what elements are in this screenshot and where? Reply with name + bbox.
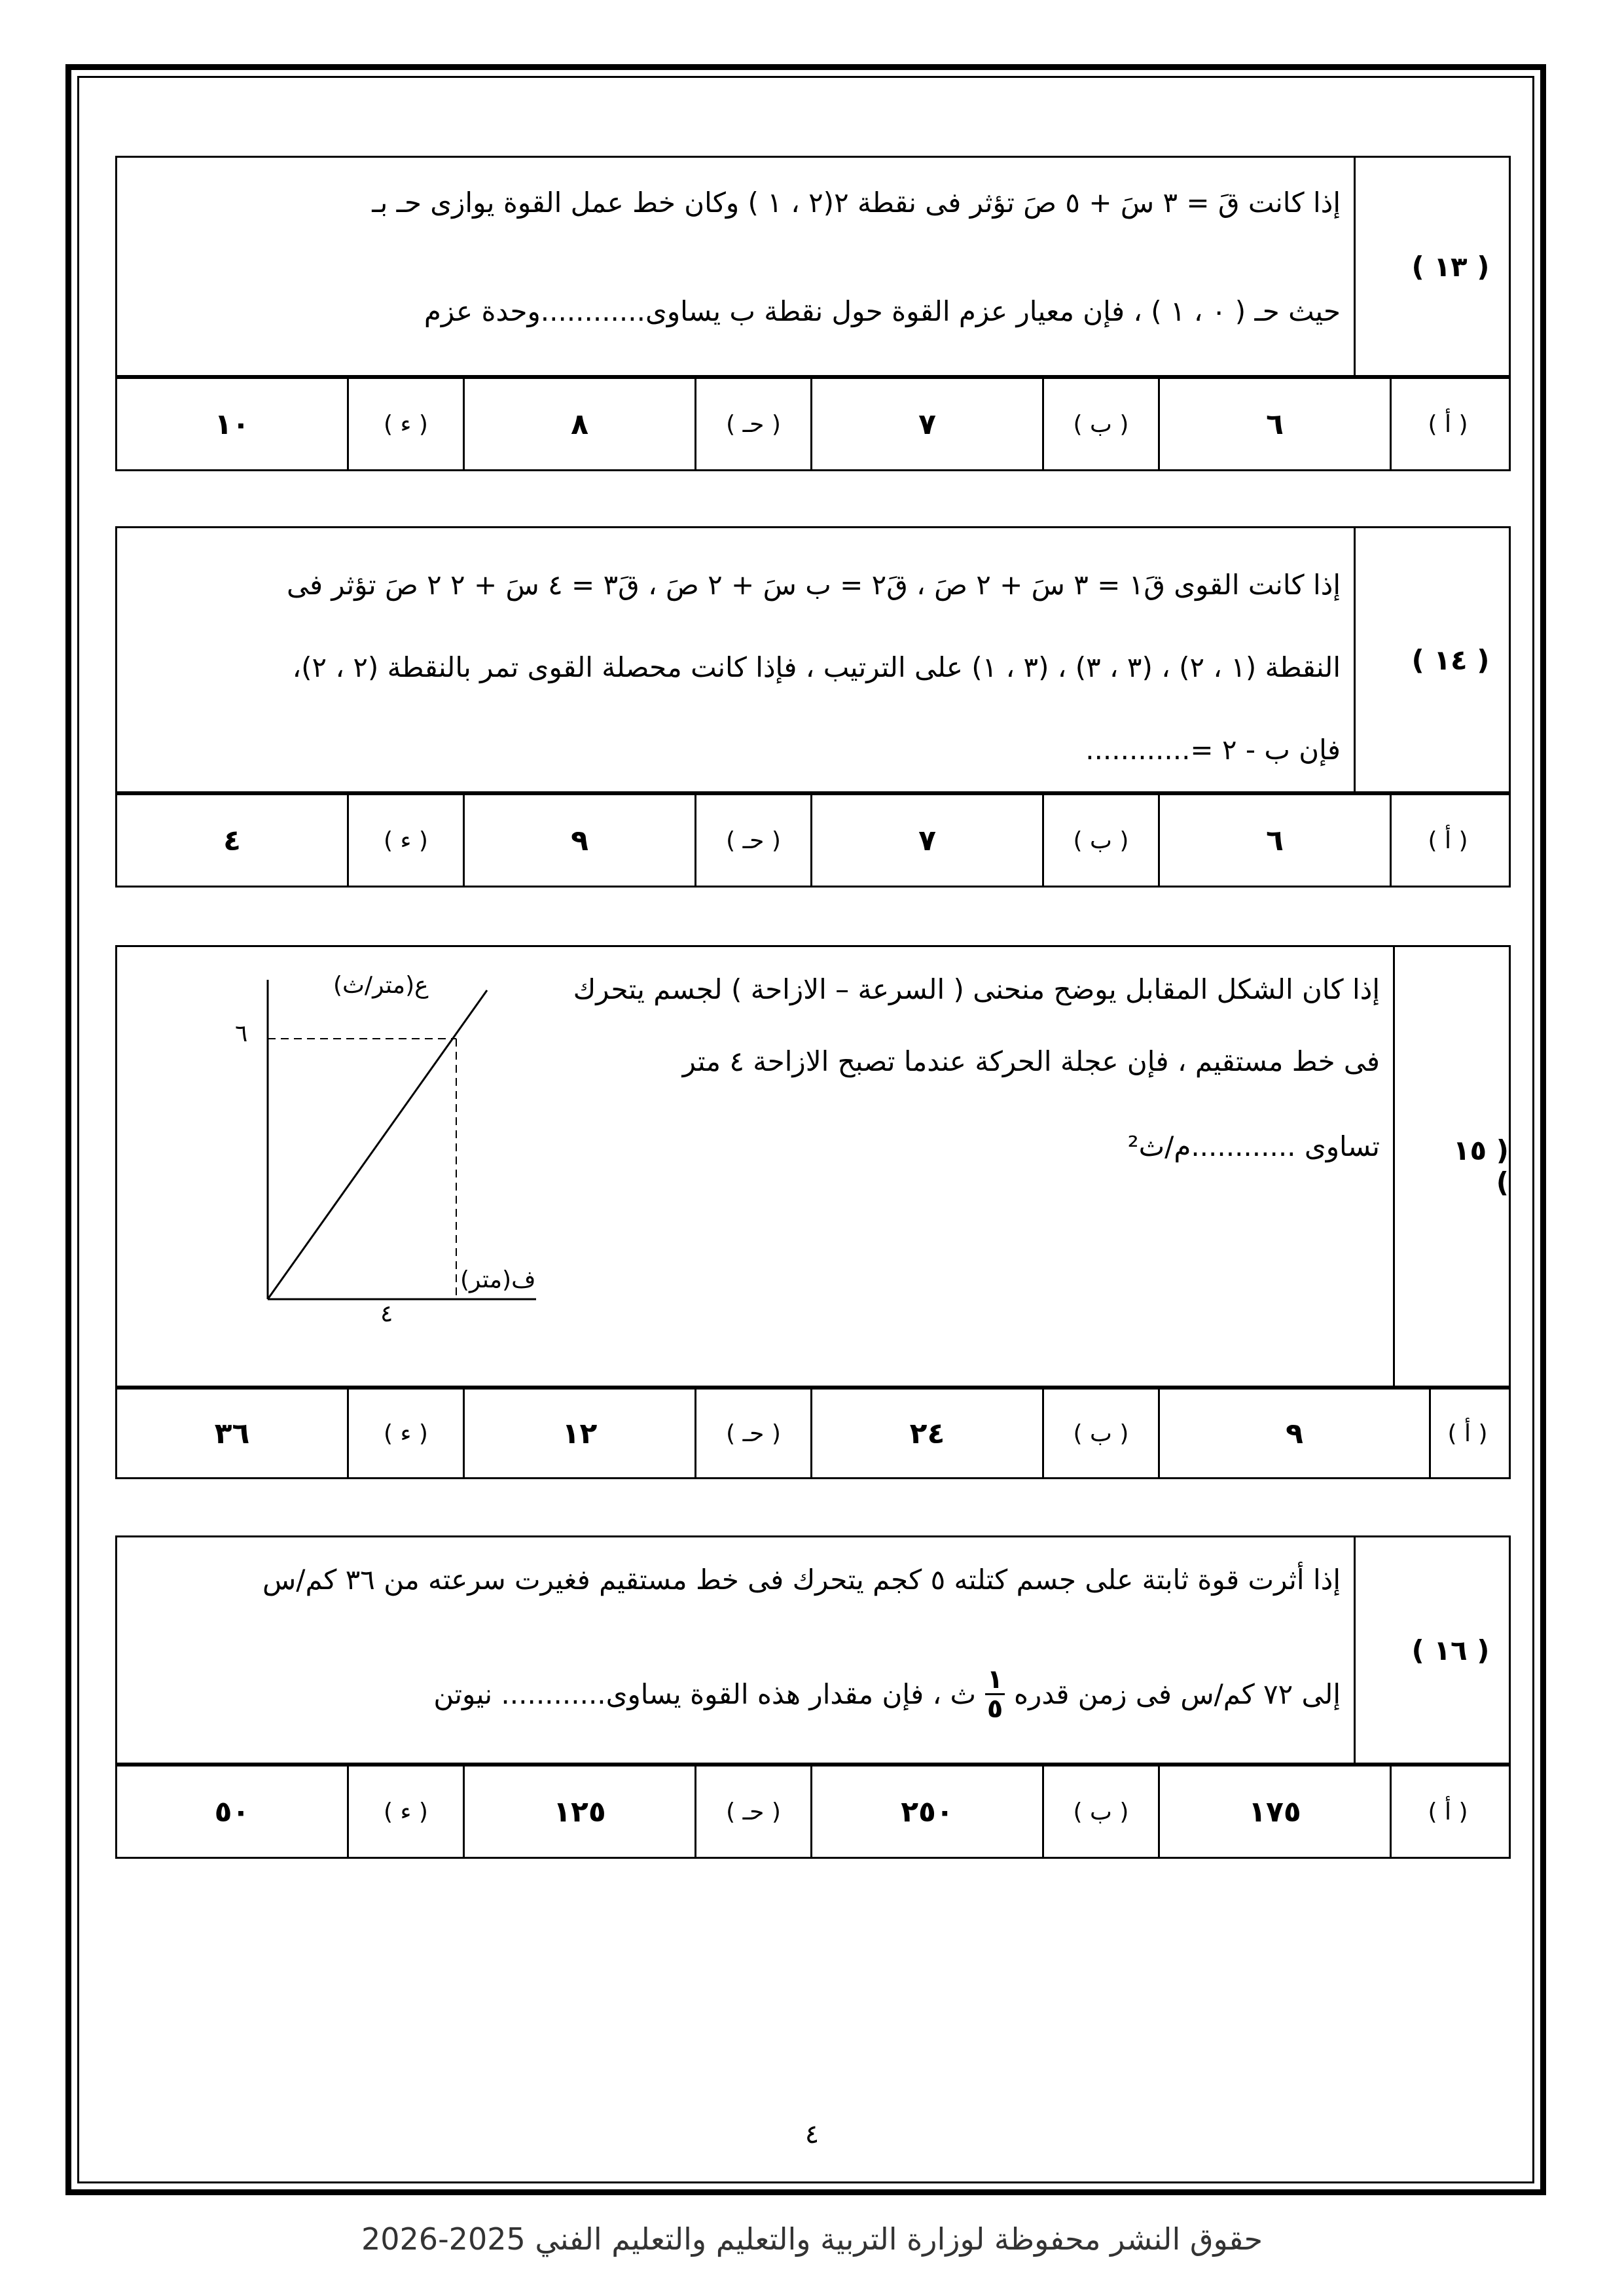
question-number: ( ١٦ ) xyxy=(1411,1634,1490,1666)
question-line: حيث حـ ( ٠ ، ١ ) ، فإن معيار عزم القوة حول نقطة ب يساوى............وحدة عزم xyxy=(424,295,1341,327)
answer-row-14 xyxy=(115,793,1511,888)
question-line: إذا أثرت قوة ثابتة على جسم كتلته ٥ كجم يتحرك فى خط مستقيم فغيرت سرعته من ٣٦ كم/س xyxy=(262,1564,1341,1596)
page-number: ٤ xyxy=(804,2119,820,2149)
question-14-text xyxy=(117,528,1356,791)
question-15-box xyxy=(115,945,1511,1388)
question-line: النقطة (١ ، ٢) ، (٣ ، ٣) ، (٣ ، ١) على الترتيب ، فإذا كانت محصلة القوى تمر بالنقطة (٢ ، ٢)، xyxy=(292,651,1341,683)
choice-b-label: ( ب ) xyxy=(1044,379,1160,469)
choice-a-value[interactable]: ٦ xyxy=(1160,795,1392,886)
question-line: فى خط مستقيم ، فإن عجلة الحركة عندما تصبح الازاحة ٤ متر xyxy=(682,1045,1380,1077)
x-axis-label: ف(متر) xyxy=(460,1266,536,1293)
choice-d-label: ( ء ) xyxy=(349,1390,465,1477)
choice-d-label: ( ء ) xyxy=(349,795,465,886)
answer-row-15 xyxy=(115,1388,1511,1479)
x-tick-label: ٤ xyxy=(380,1300,393,1327)
fraction xyxy=(985,1666,1005,1723)
choice-d-label: ( ء ) xyxy=(349,379,465,469)
copyright-footer: حقوق النشر محفوظة لوزارة التربية والتعليم والتعليم الفني 2025-2026 xyxy=(361,2221,1263,2257)
choice-c-label: ( حـ ) xyxy=(696,795,812,886)
choice-a-value[interactable]: ١٧٥ xyxy=(1160,1767,1392,1857)
choice-c-value[interactable]: ١٢٥ xyxy=(465,1767,696,1857)
choice-c-value[interactable]: ٨ xyxy=(465,379,696,469)
choice-a-label: ( أ ) xyxy=(1447,1420,1488,1447)
question-13-text xyxy=(117,158,1356,375)
choice-c-label: ( حـ ) xyxy=(696,1767,812,1857)
choice-b-label: ( ب ) xyxy=(1044,1767,1160,1857)
choice-a-value[interactable]: ٩ xyxy=(1160,1390,1431,1477)
answer-row-16 xyxy=(115,1765,1511,1859)
question-line-with-fraction xyxy=(433,1666,1341,1723)
choice-a-label: ( أ ) xyxy=(1428,827,1468,854)
question-number: ( ١٥ ) xyxy=(1453,1134,1509,1198)
choice-c-label: ( حـ ) xyxy=(696,1390,812,1477)
y-axis-label: ع(متر/ث) xyxy=(333,972,429,999)
question-text-after-fraction: ث ، فإن مقدار هذه القوة يساوى............ نيوتن xyxy=(433,1678,977,1710)
question-16-text xyxy=(117,1537,1356,1763)
fraction-denominator: ٥ xyxy=(986,1694,1003,1724)
question-line: فإن ب - ٢ =............ xyxy=(1085,734,1341,766)
answer-row-13 xyxy=(115,377,1511,471)
choice-c-label: ( حـ ) xyxy=(696,379,812,469)
choice-a-label: ( أ ) xyxy=(1428,410,1468,438)
choice-d-label: ( ء ) xyxy=(349,1767,465,1857)
choice-d-value[interactable]: ٤ xyxy=(117,795,349,886)
fraction-numerator: ١ xyxy=(986,1664,1003,1695)
choice-b-value[interactable]: ٢٥٠ xyxy=(812,1767,1044,1857)
choice-b-label: ( ب ) xyxy=(1044,1390,1160,1477)
question-number: ( ١٤ ) xyxy=(1411,643,1490,676)
y-tick-label: ٦ xyxy=(235,1020,248,1047)
choice-a-label: ( أ ) xyxy=(1428,1798,1468,1825)
question-text-before-fraction: إلى ٧٢ كم/س فى زمن قدره xyxy=(1014,1678,1341,1710)
question-line: إذا كانت قَ = ٣ سَ + ٥ صَ تؤثر فى نقطة ٢(٢ ، ١ ) وكان خط عمل القوة يوازى حـ بـ xyxy=(372,187,1341,219)
choice-b-label: ( ب ) xyxy=(1044,795,1160,886)
choice-b-value[interactable]: ٧ xyxy=(812,379,1044,469)
choice-c-value[interactable]: ١٢ xyxy=(465,1390,696,1477)
graph-line xyxy=(268,990,487,1299)
choice-b-value[interactable]: ٢٤ xyxy=(812,1390,1044,1477)
choice-d-value[interactable]: ٥٠ xyxy=(117,1767,349,1857)
choice-d-value[interactable]: ١٠ xyxy=(117,379,349,469)
choice-b-value[interactable]: ٧ xyxy=(812,795,1044,886)
question-15-text xyxy=(117,947,1395,1386)
question-number: ( ١٣ ) xyxy=(1411,250,1490,283)
question-16-box xyxy=(115,1535,1511,1765)
choice-c-value[interactable]: ٩ xyxy=(465,795,696,886)
question-line: إذا كانت القوى قَ١ = ٣ سَ + ٢ صَ ، قَ٢ = ب سَ + ٢ صَ ، قَ٣ = ٤ سَ + ٢ ٢ صَ تؤثر فى xyxy=(286,569,1341,601)
question-13-box xyxy=(115,156,1511,377)
question-line: إذا كان الشكل المقابل يوضح منحنى ( السرعة – الازاحة ) لجسم يتحرك xyxy=(573,973,1380,1005)
choice-d-value[interactable]: ٣٦ xyxy=(117,1390,349,1477)
question-14-box xyxy=(115,526,1511,793)
choice-a-value[interactable]: ٦ xyxy=(1160,379,1392,469)
question-line: تساوى ............م/ث² xyxy=(1127,1130,1380,1162)
